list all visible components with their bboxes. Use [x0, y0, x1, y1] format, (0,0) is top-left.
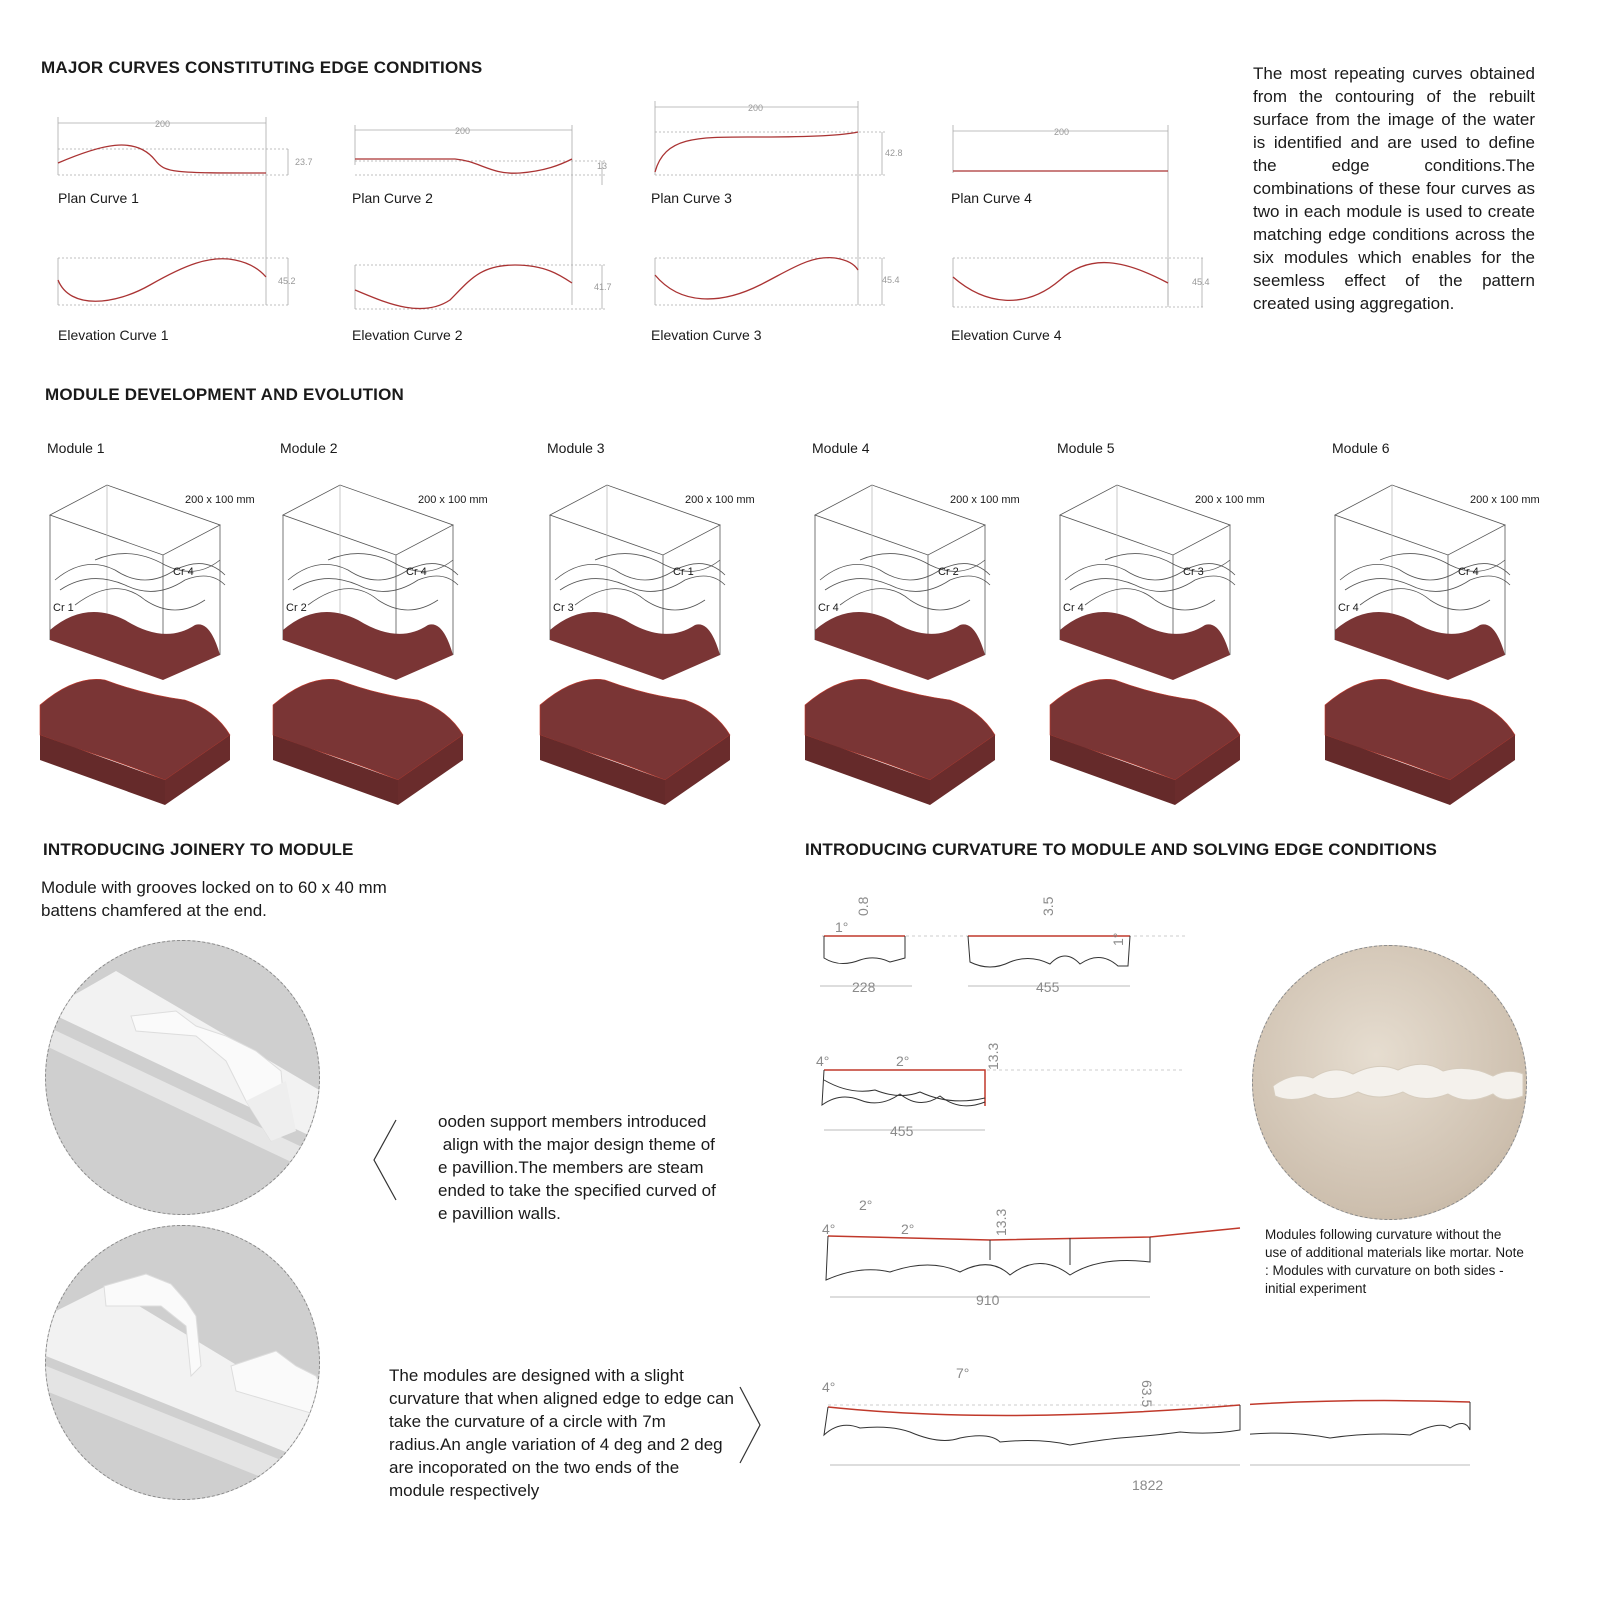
section-title-curves: MAJOR CURVES CONSTITUTING EDGE CONDITIONS: [41, 58, 483, 77]
module-name: Module 3: [547, 440, 605, 456]
plan-curve-4-label: Plan Curve 4: [951, 190, 1032, 206]
row1-b-rise: 3.5: [1040, 896, 1056, 916]
row2-width: 455: [890, 1123, 914, 1139]
batten-groove-illustration: [46, 941, 320, 1215]
row4-rise: 63.5: [1139, 1380, 1155, 1408]
section-title-joinery: INTRODUCING JOINERY TO MODULE: [43, 840, 354, 859]
module-card: [1320, 430, 1560, 810]
row4-mid-angle: 7°: [956, 1365, 970, 1381]
row2-mid-angle: 2°: [896, 1053, 910, 1069]
module-surface: [50, 612, 220, 680]
elevation-curve-2-height: 41.7: [594, 282, 612, 292]
module-curve-label: Cr 2: [286, 602, 307, 614]
row3-mid-angle: 2°: [901, 1221, 915, 1237]
module-size: 200 x 100 mm: [685, 494, 755, 506]
module-curve-label: Cr 4: [818, 602, 839, 614]
row1-a-width: 228: [852, 979, 876, 995]
module-card: [268, 430, 508, 810]
plan-curve-1-label: Plan Curve 1: [58, 190, 139, 206]
curvature-row-2: [822, 1070, 1185, 1130]
row2-left-angle: 4°: [816, 1053, 830, 1069]
elevation-curve-4-label: Elevation Curve 4: [951, 327, 1062, 343]
module-curve-label: Cr 4: [1063, 602, 1084, 614]
module-size: 200 x 100 mm: [950, 494, 1020, 506]
row3-left-angle: 4°: [822, 1221, 836, 1237]
prototype-modules-image: [1253, 946, 1527, 1220]
module-card: [1045, 430, 1285, 810]
module-name: Module 1: [47, 440, 105, 456]
module-isometric-drawing: [1320, 430, 1560, 810]
module-isometric-drawing: [1045, 430, 1285, 810]
row3-rise: 13.3: [993, 1208, 1009, 1236]
module-surface: [1060, 612, 1230, 680]
module-name: Module 2: [280, 440, 338, 456]
elevation-curve-3-height: 45.4: [882, 275, 900, 285]
module-surface: [1335, 612, 1505, 680]
elevation-curve-1: [58, 259, 266, 302]
elevation-curve-2: [355, 265, 572, 309]
module-name: Module 6: [1332, 440, 1390, 456]
module-size: 200 x 100 mm: [1195, 494, 1265, 506]
module-size: 200 x 100 mm: [1470, 494, 1540, 506]
curvature-drawings: [800, 880, 1250, 1520]
curvature-row-3: [826, 1228, 1240, 1297]
module-curve-label: Cr 4: [1458, 566, 1479, 578]
module-isometric-drawing: [800, 430, 1040, 810]
module-isometric-drawing: [535, 430, 775, 810]
module-surface: [815, 612, 985, 680]
row4-left-angle: 4°: [822, 1379, 836, 1395]
elevation-curve-3-label: Elevation Curve 3: [651, 327, 762, 343]
module-isometric-drawing: [268, 430, 508, 810]
plan-curve-3-height: 42.8: [885, 148, 903, 158]
support-members-text: ooden support members introduced align with the major design theme of e pavillion.The members are steam ended to take the specified curved of e pavillion walls.: [438, 1112, 716, 1223]
plan-curve-1-width: 200: [155, 119, 171, 129]
plan-curve-1-height: 23.7: [295, 157, 313, 167]
row3-top-angle: 2°: [859, 1197, 873, 1213]
module-curve-label: Cr 2: [938, 566, 959, 578]
chevron-left-icon: [370, 1118, 400, 1203]
elevation-curve-2-label: Elevation Curve 2: [352, 327, 463, 343]
module-curve-label: Cr 1: [673, 566, 694, 578]
modules-row: [0, 430, 1600, 810]
plan-curve-1-frame: [58, 117, 290, 305]
row1-b-width: 455: [1036, 979, 1060, 995]
intro-paragraph: The most repeating curves obtained from the contouring of the rebuilt surface from the image of the water is identified and are used to define the edge conditions.The combinations of these four curves as two in each module is used to create matching edge conditions across the six modules which enables for the seemless effect of the pattern created using aggregation.: [1253, 64, 1535, 313]
module-name: Module 5: [1057, 440, 1115, 456]
module-card: [535, 430, 775, 810]
row2-rise: 13.3: [985, 1042, 1001, 1070]
prototype-note: Modules following curvature without the use of additional materials like mortar. Note : Modules with curvature on both sides - initial experiment: [1265, 1227, 1524, 1296]
plan-curve-3-width: 200: [748, 103, 764, 113]
elevation-curve-3: [655, 258, 858, 299]
module-curve-label: Cr 3: [553, 602, 574, 614]
module-surface: [283, 612, 453, 680]
module-curvature-text: The modules are designed with a slight curvature that when aligned edge to edge can take the curvature of a circle with 7m radius.An angle variation of 4 deg and 2 deg are incoporated on the two ends of the module respectively: [389, 1366, 734, 1500]
joinery-detail-circle-2: [45, 1225, 320, 1500]
module-name: Module 4: [812, 440, 870, 456]
module-card: [35, 430, 275, 810]
module-curve-label: Cr 4: [1338, 602, 1359, 614]
joinery-detail-circle-1: [45, 940, 320, 1215]
elevation-curve-4: [953, 263, 1168, 301]
plan-curve-3: [655, 132, 858, 172]
module-surface: [550, 612, 720, 680]
module-curve-label: Cr 4: [173, 566, 194, 578]
curves-drawing: [0, 95, 1240, 355]
row4-width: 1822: [1132, 1477, 1164, 1493]
plan-curve-2-width: 200: [455, 126, 471, 136]
section-title-curvature: INTRODUCING CURVATURE TO MODULE AND SOLVING EDGE CONDITIONS: [805, 840, 1438, 859]
plan-curve-3-label: Plan Curve 3: [651, 190, 732, 206]
module-curve-label: Cr 3: [1183, 566, 1204, 578]
plan-curve-2-label: Plan Curve 2: [352, 190, 433, 206]
joinery-subtitle: Module with grooves locked on to 60 x 40 mm battens chamfered at the end.: [41, 878, 387, 920]
prototype-photo-circle: [1252, 945, 1527, 1220]
curvature-row-4-extension: [1250, 1390, 1480, 1500]
chevron-right-icon: [736, 1385, 766, 1465]
curvature-row-4: [824, 1405, 1240, 1465]
row1-a-rise: 0.8: [855, 896, 871, 916]
elevation-curve-4-height: 45.4: [1192, 277, 1210, 287]
elevation-curve-1-label: Elevation Curve 1: [58, 327, 169, 343]
module-curve-label: Cr 4: [406, 566, 427, 578]
row1-a-angle: 1°: [835, 919, 849, 935]
plan-curve-2-height: 13: [597, 161, 608, 171]
row3-width: 910: [976, 1292, 1000, 1308]
module-isometric-drawing: [35, 430, 275, 810]
elevation-curve-1-height: 45.2: [278, 276, 296, 286]
plan-curve-4-width: 200: [1054, 127, 1070, 137]
batten-separated-illustration: [46, 1226, 320, 1500]
section-title-modules: MODULE DEVELOPMENT AND EVOLUTION: [45, 385, 405, 404]
row1-b-angle: 1°: [1110, 932, 1126, 946]
module-card: [800, 430, 1040, 810]
module-curve-label: Cr 1: [53, 602, 74, 614]
module-size: 200 x 100 mm: [185, 494, 255, 506]
module-size: 200 x 100 mm: [418, 494, 488, 506]
